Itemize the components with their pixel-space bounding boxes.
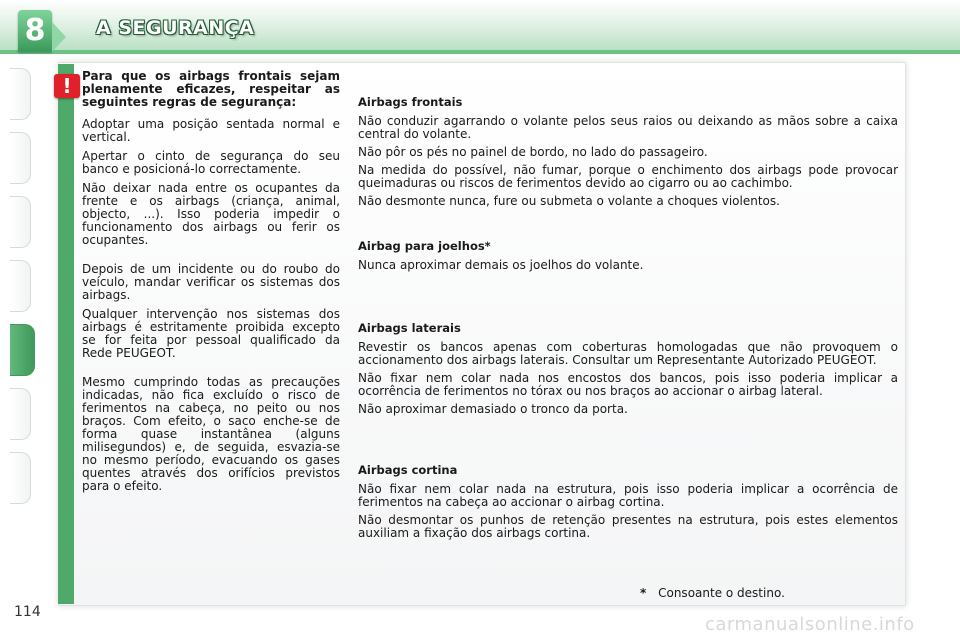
section-laterais — [358, 322, 898, 421]
accent-stripe — [58, 64, 74, 604]
chapter-tab-4[interactable] — [10, 260, 31, 312]
chapter-tab-7[interactable] — [10, 452, 31, 504]
section-title: Airbags laterais — [358, 321, 461, 335]
section-paragraph: Não pôr os pés no painel de bordo, no lado do passageiro. — [358, 145, 708, 159]
section-paragraph: Na medida do possível, não fumar, porque o enchimento dos airbags pode provocar queimaduras ou riscos de ferimentos devido ao cigarro ou ao cachimbo. — [358, 163, 898, 190]
section-paragraph: Nunca aproximar demais os joelhos do volante. — [358, 258, 644, 272]
chapter-tab-active[interactable] — [10, 324, 35, 376]
footnote-marker: * — [640, 586, 647, 600]
section-paragraph: Não desmonte nunca, fure ou submeta o volante a choques violentos. — [358, 194, 780, 208]
section-joelhos — [358, 240, 898, 277]
section-paragraph: Não fixar nem colar nada na estrutura, pois isso poderia implicar a ocorrência de ferimentos na cabeça ao accionar o airbag cortina. — [358, 482, 898, 509]
warning-paragraph: Mesmo cumprindo todas as precauções indicadas, não fica excluído o risco de ferimentos na cabeça, no peito ou nos braços. Com efeito, o saco enche-se de forma quase instantânea (alguns milisegundos) e, de seguida, esvazia-se no mesmo período, evacuando os gases quentes através dos orifícios previstos para o efeito. — [82, 375, 340, 493]
warning-column — [82, 70, 340, 499]
section-paragraph: Revestir os bancos apenas com coberturas homologadas que não provoquem o accionamento dos airbags laterais. Consultar um Representante Autorizado PEUGEOT. — [358, 340, 898, 367]
warning-heading: Para que os airbags frontais sejam plenamente eficazes, respeitar as seguintes regras de segurança: — [82, 69, 340, 109]
section-frontais — [358, 96, 898, 213]
chapter-tab-3[interactable] — [10, 196, 31, 248]
section-title: Airbag para joelhos* — [358, 239, 491, 253]
warning-icon: ! — [54, 74, 80, 98]
page-number: 114 — [14, 604, 41, 620]
footnote — [640, 586, 785, 600]
section-paragraph: Não conduzir agarrando o volante pelos seus raios ou deixando as mãos sobre a caixa central do volante. — [358, 114, 898, 141]
chapter-tab-6[interactable] — [10, 388, 31, 440]
warning-paragraph: Qualquer intervenção nos sistemas dos airbags é estritamente proibida excepto se for feita por pessoal qualificado da Rede PEUGEOT. — [82, 307, 340, 360]
section-cortina — [358, 464, 898, 545]
header-divider — [0, 50, 960, 54]
section-title: Airbags frontais — [358, 95, 463, 109]
section-paragraph: Não fixar nem colar nada nos encostos dos bancos, pois isso poderia implicar a ocorrência de ferimentos no tórax ou nos braços ao accionar o airbag lateral. — [358, 371, 898, 398]
warning-paragraph: Apertar o cinto de segurança do seu banco e posicioná-lo correctamente. — [82, 149, 340, 176]
chapter-tab-2[interactable] — [10, 132, 31, 184]
warning-paragraph: Adoptar uma posição sentada normal e vertical. — [82, 117, 340, 144]
chapter-arrow-icon — [52, 22, 66, 52]
watermark: carmanualsonline.info — [705, 614, 915, 635]
chapter-tabs — [10, 68, 32, 516]
chapter-badge: 8 — [18, 10, 52, 52]
warning-paragraph: Depois de um incidente ou do roubo do veículo, mandar verificar os sistemas dos airbags. — [82, 262, 340, 302]
section-paragraph: Não aproximar demasiado o tronco da porta. — [358, 402, 628, 416]
chapter-title: A SEGURANÇA — [96, 17, 255, 39]
section-title: Airbags cortina — [358, 463, 458, 477]
section-paragraph: Não desmontar os punhos de retenção presentes na estrutura, pois estes elementos auxiliam a fixação dos airbags cortina. — [358, 513, 898, 540]
chapter-tab-1[interactable] — [10, 68, 31, 120]
footnote-text: Consoante o destino. — [658, 586, 785, 600]
warning-paragraph: Não deixar nada entre os ocupantes da frente e os airbags (criança, animal, objecto, ...). Isso poderia impedir o funcionamento dos airbags ou ferir os ocupantes. — [82, 181, 340, 247]
